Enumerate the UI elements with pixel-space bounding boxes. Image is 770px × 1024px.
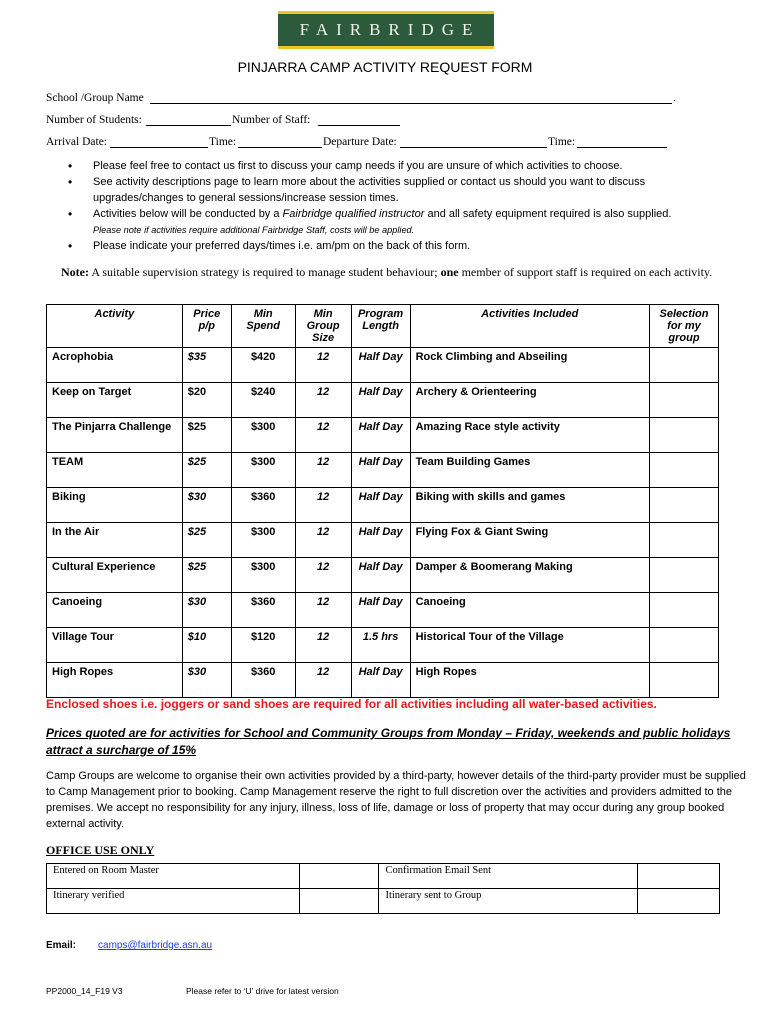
selection-cell[interactable] bbox=[649, 488, 718, 523]
arrival-time-field[interactable] bbox=[238, 147, 322, 148]
header-selection: Selection for my group bbox=[649, 305, 718, 348]
form-title: PINJARRA CAMP ACTIVITY REQUEST FORM bbox=[237, 59, 533, 75]
selection-cell[interactable] bbox=[649, 348, 718, 383]
table-row: High Ropes $30 $360 12 Half Day High Ropes bbox=[47, 663, 719, 698]
form-code: PP2000_14_F19 V3 bbox=[46, 986, 123, 996]
header-activity: Activity bbox=[47, 305, 183, 348]
table-row: Biking $30 $360 12 Half Day Biking with skills and games bbox=[47, 488, 719, 523]
email-link[interactable]: camps@fairbridge.asn.au bbox=[98, 940, 213, 951]
office-use-table bbox=[46, 863, 720, 914]
header-price: Price p/p bbox=[182, 305, 231, 348]
office-input-cell[interactable] bbox=[638, 889, 720, 914]
table-row: Itinerary verified Itinerary sent to Group bbox=[47, 889, 720, 914]
table-row: TEAM $25 $300 12 Half Day Team Building Games bbox=[47, 453, 719, 488]
bullet-icon: • bbox=[68, 175, 73, 189]
arrival-date-field[interactable] bbox=[110, 147, 208, 148]
table-row: Entered on Room Master Confirmation Email Sent bbox=[47, 864, 720, 889]
num-students-field[interactable] bbox=[146, 125, 231, 126]
list-item: • See activity descriptions page to learn more about the activities supplied or contact us should you want to discuss upgrades/changes to general sessions/increase session times. bbox=[68, 175, 646, 204]
table-row: Canoeing $30 $360 12 Half Day Canoeing bbox=[47, 593, 719, 628]
header-activities-included: Activities Included bbox=[410, 305, 649, 348]
selection-cell[interactable] bbox=[649, 453, 718, 488]
departure-time-field[interactable] bbox=[577, 147, 667, 148]
selection-cell[interactable] bbox=[649, 663, 718, 698]
email-line bbox=[46, 940, 212, 951]
table-row: Cultural Experience $25 $300 12 Half Day Damper & Boomerang Making bbox=[47, 558, 719, 593]
departure-date-label: Departure Date: bbox=[323, 136, 397, 148]
num-staff-label: Number of Staff: bbox=[232, 114, 311, 126]
selection-cell[interactable] bbox=[649, 628, 718, 663]
email-label: Email: bbox=[46, 940, 77, 951]
table-row: Village Tour $10 $120 12 1.5 hrs Historical Tour of the Village bbox=[47, 628, 719, 663]
staff-cost-note: Please note if activities require additional Fairbridge Staff, costs will be applied. bbox=[93, 225, 415, 235]
table-row: Keep on Target $20 $240 12 Half Day Archery & Orienteering bbox=[47, 383, 719, 418]
office-use-heading: OFFICE USE ONLY bbox=[46, 843, 155, 857]
version-note: Please refer to ‘U’ drive for latest version bbox=[186, 986, 339, 996]
school-group-label: School /Group Name bbox=[46, 92, 144, 104]
header-program-length: Program Length bbox=[351, 305, 410, 348]
selection-cell[interactable] bbox=[649, 593, 718, 628]
selection-cell[interactable] bbox=[649, 523, 718, 558]
departure-time-label: Time: bbox=[548, 136, 576, 148]
fairbridge-logo bbox=[278, 11, 494, 49]
header-min-group: Min Group Size bbox=[295, 305, 351, 348]
num-students-label: Number of Students: bbox=[46, 114, 142, 126]
office-input-cell[interactable] bbox=[299, 864, 379, 889]
office-input-cell[interactable] bbox=[299, 889, 379, 914]
selection-cell[interactable] bbox=[649, 383, 718, 418]
header-min-spend: Min Spend bbox=[231, 305, 295, 348]
activity-table bbox=[46, 304, 719, 698]
table-header-row bbox=[47, 305, 719, 348]
logo-text: FAIRBRIDGE bbox=[299, 20, 481, 39]
table-row: The Pinjarra Challenge $25 $300 12 Half Day Amazing Race style activity bbox=[47, 418, 719, 453]
departure-date-field[interactable] bbox=[400, 147, 547, 148]
list-item: • Please indicate your preferred days/times i.e. am/pm on the back of this form. bbox=[68, 239, 471, 253]
num-staff-field[interactable] bbox=[318, 125, 400, 126]
selection-cell[interactable] bbox=[649, 418, 718, 453]
office-input-cell[interactable] bbox=[638, 864, 720, 889]
info-bullets bbox=[46, 158, 736, 254]
table-row: In the Air $25 $300 12 Half Day Flying Fox & Giant Swing bbox=[47, 523, 719, 558]
school-group-period: . bbox=[673, 92, 676, 104]
bullet-icon: • bbox=[68, 239, 73, 253]
table-row: Acrophobia $35 $420 12 Half Day Rock Climbing and Abseiling bbox=[47, 348, 719, 383]
arrival-date-label: Arrival Date: bbox=[46, 136, 107, 148]
bullet-icon: • bbox=[68, 159, 73, 173]
prices-note: Prices quoted are for activities for School and Community Groups from Monday – Friday, weekends and public holidays attract a surcharge of 15% bbox=[46, 726, 731, 757]
list-item: • Activities below will be conducted by a Fairbridge qualified instructor and all safety equipment required is also supplied. Please note if activities require additional Fairbridge Staff, costs will be applied. bbox=[68, 207, 672, 235]
footwear-warning: Enclosed shoes i.e. joggers or sand shoes are required for all activities including all water-based activities. bbox=[46, 697, 657, 711]
list-item: • Please feel free to contact us first to discuss your camp needs if you are unsure of which activities to choose. bbox=[68, 159, 623, 173]
school-group-field[interactable] bbox=[150, 103, 672, 104]
selection-cell[interactable] bbox=[649, 558, 718, 593]
third-party-paragraph: Camp Groups are welcome to organise their own activities provided by a third-party, however details of the third-party provider must be supplied to Camp Management prior to booking. Camp Management reserve the right to full discretion over the activities and providers admitted to the premises. We accept no responsibility for any injury, illness, loss of life, damage or loss of property that may occur during any group booked external activity. bbox=[46, 770, 746, 830]
arrival-time-label: Time: bbox=[209, 136, 237, 148]
supervision-note: Note: A suitable supervision strategy is required to manage student behaviour; one member of support staff is required on each activity. bbox=[61, 265, 713, 279]
bullet-icon: • bbox=[68, 207, 73, 221]
